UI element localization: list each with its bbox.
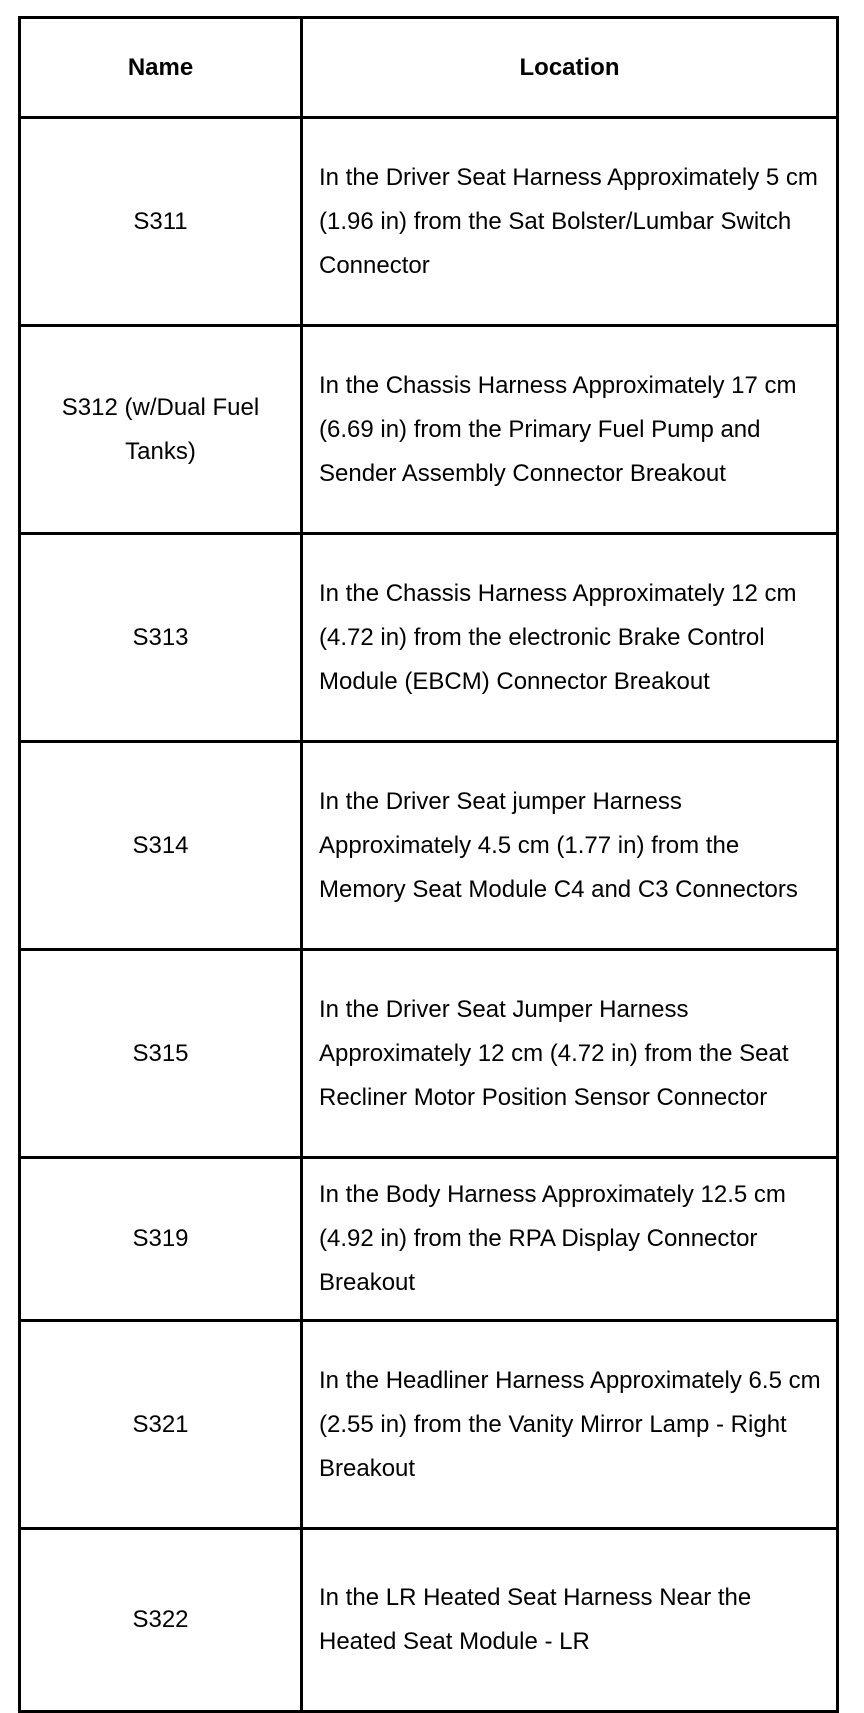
splice-name-cell: S311	[20, 118, 302, 326]
splice-name-cell: S322	[20, 1529, 302, 1712]
table-row	[20, 1529, 838, 1712]
splice-name-cell: S312 (w/Dual Fuel Tanks)	[20, 326, 302, 534]
splice-location-cell: In the Driver Seat Harness Approximately 5 cm (1.96 in) from the Sat Bolster/Lumbar Switch Connector	[302, 118, 838, 326]
splice-location-cell: In the Body Harness Approximately 12.5 cm (4.92 in) from the RPA Display Connector Breakout	[302, 1158, 838, 1321]
splice-location-table	[18, 16, 839, 1713]
table-row	[20, 534, 838, 742]
header-row	[20, 18, 838, 118]
splice-name-cell: S313	[20, 534, 302, 742]
table-row	[20, 742, 838, 950]
splice-location-cell: In the Driver Seat Jumper Harness Approximately 12 cm (4.72 in) from the Seat Recliner Motor Position Sensor Connector	[302, 950, 838, 1158]
splice-location-cell: In the LR Heated Seat Harness Near the Heated Seat Module - LR	[302, 1529, 838, 1712]
name-column-header: Name	[20, 18, 302, 118]
splice-name-cell: S315	[20, 950, 302, 1158]
splice-location-cell: In the Chassis Harness Approximately 12 cm (4.72 in) from the electronic Brake Control Module (EBCM) Connector Breakout	[302, 534, 838, 742]
splice-location-cell: In the Driver Seat jumper Harness Approximately 4.5 cm (1.77 in) from the Memory Seat Module C4 and C3 Connectors	[302, 742, 838, 950]
splice-name-cell: S314	[20, 742, 302, 950]
table-row	[20, 1321, 838, 1529]
splice-name-cell: S321	[20, 1321, 302, 1529]
splice-name-cell: S319	[20, 1158, 302, 1321]
splice-location-cell: In the Headliner Harness Approximately 6.5 cm (2.55 in) from the Vanity Mirror Lamp - Right Breakout	[302, 1321, 838, 1529]
location-column-header: Location	[302, 18, 838, 118]
splice-location-cell: In the Chassis Harness Approximately 17 cm (6.69 in) from the Primary Fuel Pump and Sender Assembly Connector Breakout	[302, 326, 838, 534]
table-row	[20, 1158, 838, 1321]
table-row	[20, 950, 838, 1158]
table-row	[20, 118, 838, 326]
table-row	[20, 326, 838, 534]
